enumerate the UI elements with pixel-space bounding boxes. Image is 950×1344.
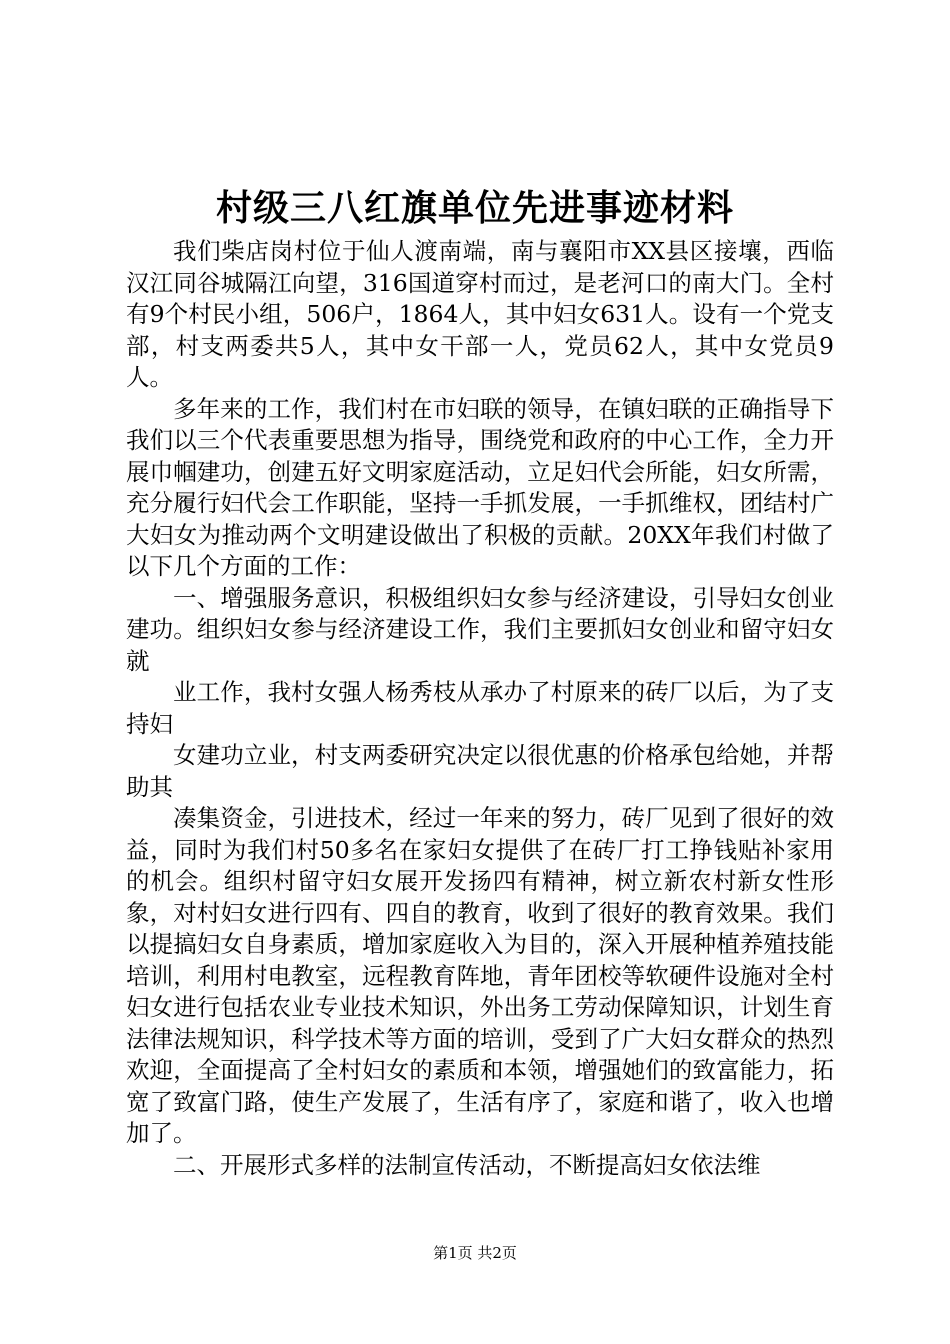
document-title: 村级三八红旗单位先进事迹材料 [215, 187, 734, 229]
page-number-footer: 第1页 共2页 [433, 1244, 517, 1262]
paragraph: 女建功立业，村支两委研究决定以很优惠的价格承包给她，并帮助其 [126, 741, 834, 801]
paragraph: 一、增强服务意识，积极组织妇女参与经济建设，引导妇女创业建功。组织妇女参与经济建设工作，我们主要抓妇女创业和留守妇女就 [126, 583, 834, 675]
document-body [126, 236, 834, 1181]
paragraph: 我们柴店岗村位于仙人渡南端，南与襄阳市XX县区接壤，西临汉江同谷城隔江向望，316国道穿村而过，是老河口的南大门。全村有9个村民小组，506户，1864人，其中妇女631人。设有一个党支部，村支两委共5人，其中女干部一人，党员62人，其中女党员9人。 [126, 237, 834, 391]
paragraph: 业工作，我村女强人杨秀枝从承办了村原来的砖厂以后，为了支持妇 [126, 678, 834, 738]
paragraph: 二、开展形式多样的法制宣传活动，不断提高妇女依法维 [173, 1150, 761, 1179]
paragraph: 多年来的工作，我们村在市妇联的领导，在镇妇联的正确指导下我们以三个代表重要思想为指导，围绕党和政府的中心工作，全力开展巾帼建功，创建五好文明家庭活动，立足妇代会所能，妇女所需，充分履行妇代会工作职能，坚持一手抓发展，一手抓维权，团结村广大妇女为推动两个文明建设做出了积极的贡献。20XX年我们村做了以下几个方面的工作： [126, 394, 834, 580]
paragraph: 凑集资金，引进技术，经过一年来的努力，砖厂见到了很好的效益，同时为我们村50多名在家妇女提供了在砖厂打工挣钱贴补家用的机会。组织村留守妇女展开发扬四有精神，树立新农村新女性形象，对村妇女进行四有、四自的教育，收到了很好的教育效果。我们以提搞妇女自身素质，增加家庭收入为目的，深入开展种植养殖技能培训，利用村电教室，远程教育阵地，青年团校等软硬件设施对全村妇女进行包括农业专业技术知识，外出务工劳动保障知识，计划生育法律法规知识，科学技术等方面的培训，受到了广大妇女群众的热烈欢迎，全面提高了全村妇女的素质和本领，增强她们的致富能力，拓宽了致富门路，使生产发展了，生活有序了，家庭和谐了，收入也增加了。 [126, 804, 834, 1147]
